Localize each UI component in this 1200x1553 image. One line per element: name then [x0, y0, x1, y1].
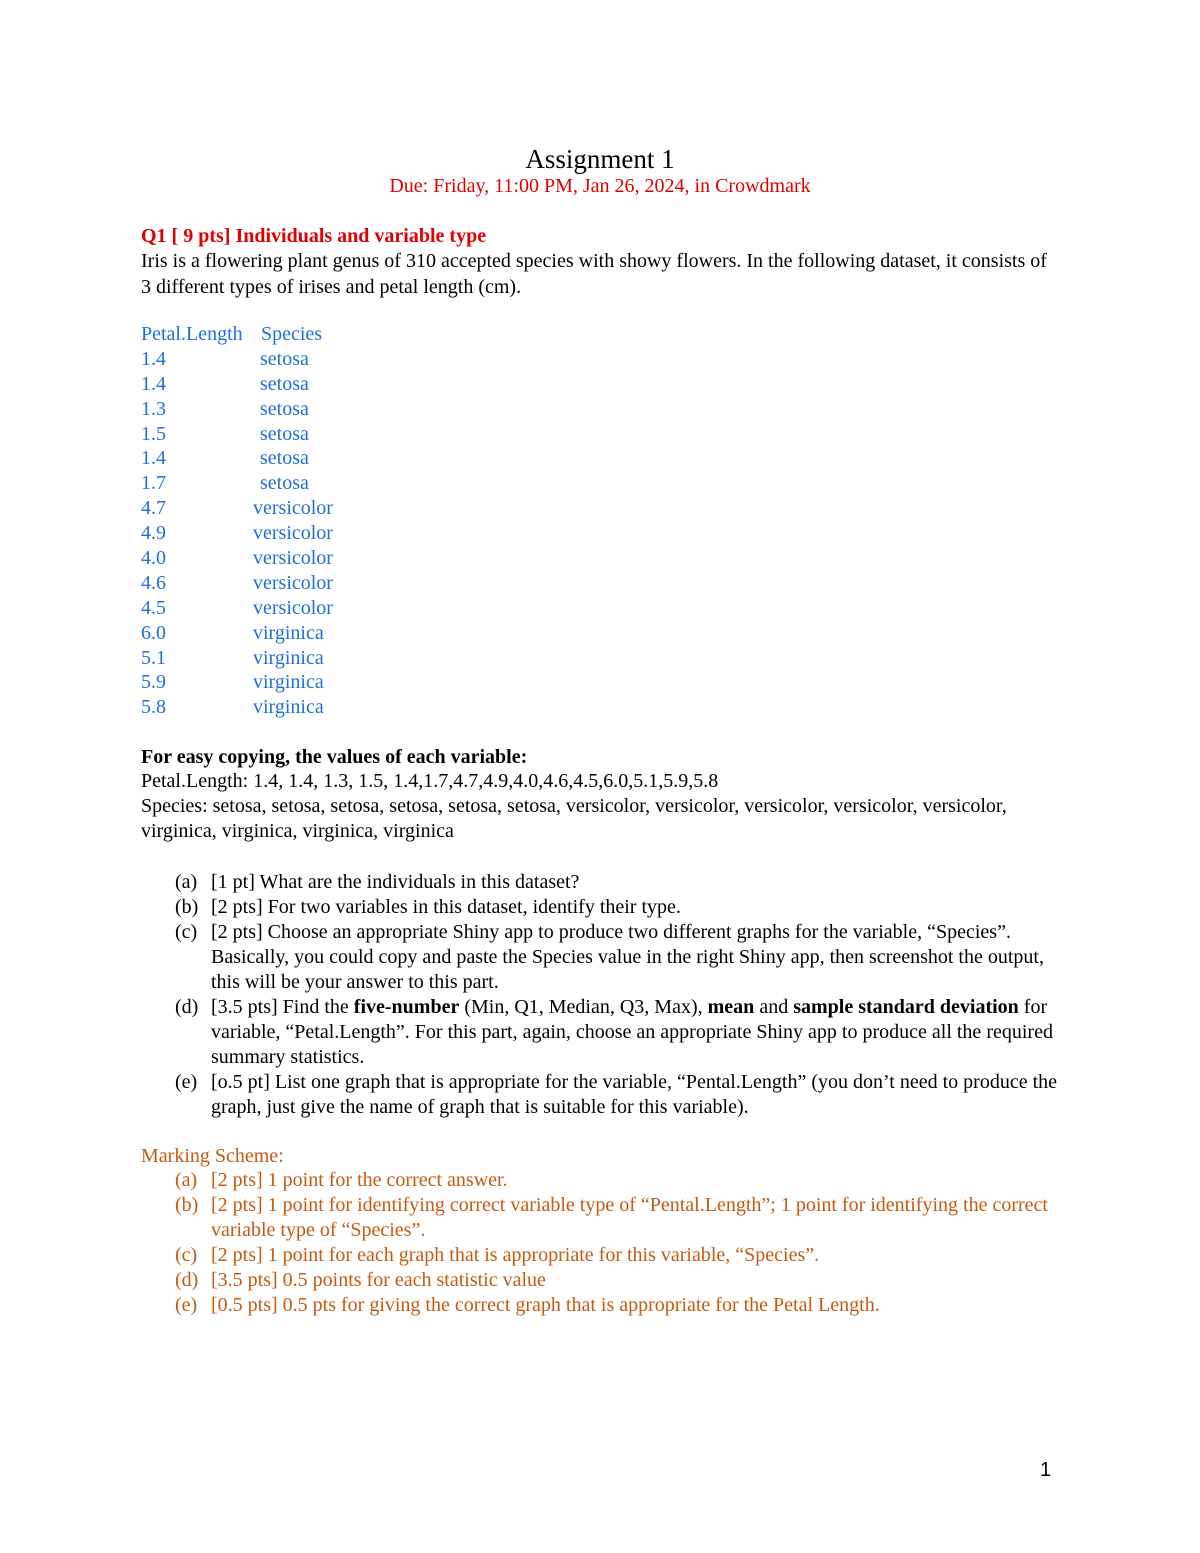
petal-length-values: Petal.Length: 1.4, 1.4, 1.3, 1.5, 1.4,1.7,4.7,4.9,4.0,4.6,4.5,6.0,5.1,5.9,5.8	[141, 770, 719, 792]
species-cell: virginica	[253, 671, 324, 694]
list-item	[141, 1193, 1071, 1243]
list-item-label: (c)	[175, 921, 198, 943]
emphasis: mean	[707, 996, 755, 1018]
list-item-label: (b)	[175, 896, 199, 918]
petal-length-cell: 4.7	[141, 497, 166, 520]
petal-length-cell: 5.9	[141, 671, 166, 694]
marking-scheme-list	[141, 1168, 1071, 1318]
petal-length-cell: 1.5	[141, 422, 166, 445]
species-cell: setosa	[260, 372, 309, 395]
species-cell: setosa	[260, 472, 309, 495]
list-item-label: (d)	[175, 1269, 199, 1291]
petal-length-cell: 1.4	[141, 347, 166, 370]
list-item-text: [1 pt] What are the individuals in this dataset?	[211, 871, 580, 893]
species-cell: setosa	[260, 422, 309, 445]
petal-length-cell: 5.1	[141, 646, 166, 669]
list-item	[141, 1070, 1071, 1120]
column-header-species: Species	[261, 323, 323, 345]
species-cell: virginica	[253, 621, 324, 644]
species-values: Species: setosa, setosa, setosa, setosa, setosa, setosa, versicolor, versicolor, versicolor, versicolor, versicolor, virginica, virginica, virginica, virginica	[141, 795, 1007, 842]
list-item	[141, 870, 1071, 895]
list-item-label: (e)	[175, 1071, 198, 1093]
list-item	[141, 920, 1071, 995]
list-item	[141, 1168, 1071, 1193]
list-item	[141, 1268, 1071, 1293]
document-title: Assignment 1	[525, 144, 675, 174]
list-item	[141, 895, 1071, 920]
list-item-label: (c)	[175, 1244, 198, 1266]
petal-length-cell: 1.4	[141, 447, 166, 470]
list-item-label: (e)	[175, 1294, 198, 1316]
list-item-text: [2 pts] For two variables in this dataset, identify their type.	[211, 896, 681, 918]
list-item-text: [3.5 pts] Find the five-number (Min, Q1, Median, Q3, Max), mean and sample standard deviation for variable, “Petal.Length”. For this part, again, choose an appropriate Shiny app to produce all the required summary statistics.	[211, 996, 1053, 1068]
copy-values-block	[141, 769, 1071, 844]
species-cell: setosa	[260, 447, 309, 470]
question-heading: Q1 [ 9 pts] Individuals and variable type	[141, 225, 487, 247]
petal-length-cell: 4.6	[141, 571, 166, 594]
page-number: 1	[1040, 1459, 1052, 1481]
species-cell: versicolor	[253, 522, 333, 545]
question-parts-list	[141, 870, 1071, 1120]
petal-length-cell: 4.9	[141, 522, 166, 545]
list-item-text: [2 pts] 1 point for each graph that is appropriate for this variable, “Species”.	[211, 1244, 820, 1266]
list-item-text: [0.5 pts] 0.5 pts for giving the correct graph that is appropriate for the Petal Length.	[211, 1294, 880, 1316]
species-cell: versicolor	[253, 547, 333, 570]
species-cell: setosa	[260, 397, 309, 420]
emphasis: five-number	[353, 996, 460, 1018]
column-header-petal-length: Petal.Length	[141, 323, 243, 345]
list-item-text: [2 pts] 1 point for the correct answer.	[211, 1169, 508, 1191]
species-cell: setosa	[260, 347, 309, 370]
species-cell: virginica	[253, 696, 324, 719]
list-item-label: (d)	[175, 996, 199, 1018]
list-item	[141, 1293, 1071, 1318]
list-item-text: [o.5 pt] List one graph that is appropriate for the variable, “Pental.Length” (you don’t need to produce the graph, just give the name of graph that is suitable for this variable).	[211, 1071, 1058, 1118]
petal-length-cell: 5.8	[141, 696, 166, 719]
petal-length-cell: 6.0	[141, 621, 166, 644]
petal-length-cell: 1.3	[141, 397, 166, 420]
petal-length-cell: 1.4	[141, 372, 166, 395]
list-item-label: (b)	[175, 1194, 199, 1216]
species-cell: virginica	[253, 646, 324, 669]
emphasis: sample standard deviation	[793, 996, 1019, 1018]
list-item	[141, 1243, 1071, 1268]
species-cell: versicolor	[253, 571, 333, 594]
list-item-text: [2 pts] 1 point for identifying correct variable type of “Pental.Length”; 1 point for identifying the correct variable type of “Species”.	[211, 1194, 1048, 1241]
list-item-text: [2 pts] Choose an appropriate Shiny app to produce two different graphs for the variable, “Species”. Basically, you could copy and paste the Species value in the right Shiny app, then screenshot the output, this will be your answer to this part.	[211, 921, 1044, 993]
list-item	[141, 995, 1071, 1070]
copy-values-heading: For easy copying, the values of each variable:	[141, 746, 528, 768]
list-item-text: [3.5 pts] 0.5 points for each statistic value	[211, 1269, 546, 1291]
list-item-label: (a)	[175, 871, 198, 893]
marking-scheme-heading: Marking Scheme:	[141, 1145, 284, 1167]
petal-length-cell: 4.5	[141, 596, 166, 619]
petal-length-cell: 1.7	[141, 472, 166, 495]
species-cell: versicolor	[253, 596, 333, 619]
list-item-label: (a)	[175, 1169, 198, 1191]
due-date: Due: Friday, 11:00 PM, Jan 26, 2024, in Crowdmark	[389, 175, 811, 197]
petal-length-cell: 4.0	[141, 547, 166, 570]
species-cell: versicolor	[253, 497, 333, 520]
question-intro: Iris is a flowering plant genus of 310 accepted species with showy flowers. In the following dataset, it consists of 3 different types of irises and petal length (cm).	[141, 250, 1047, 298]
